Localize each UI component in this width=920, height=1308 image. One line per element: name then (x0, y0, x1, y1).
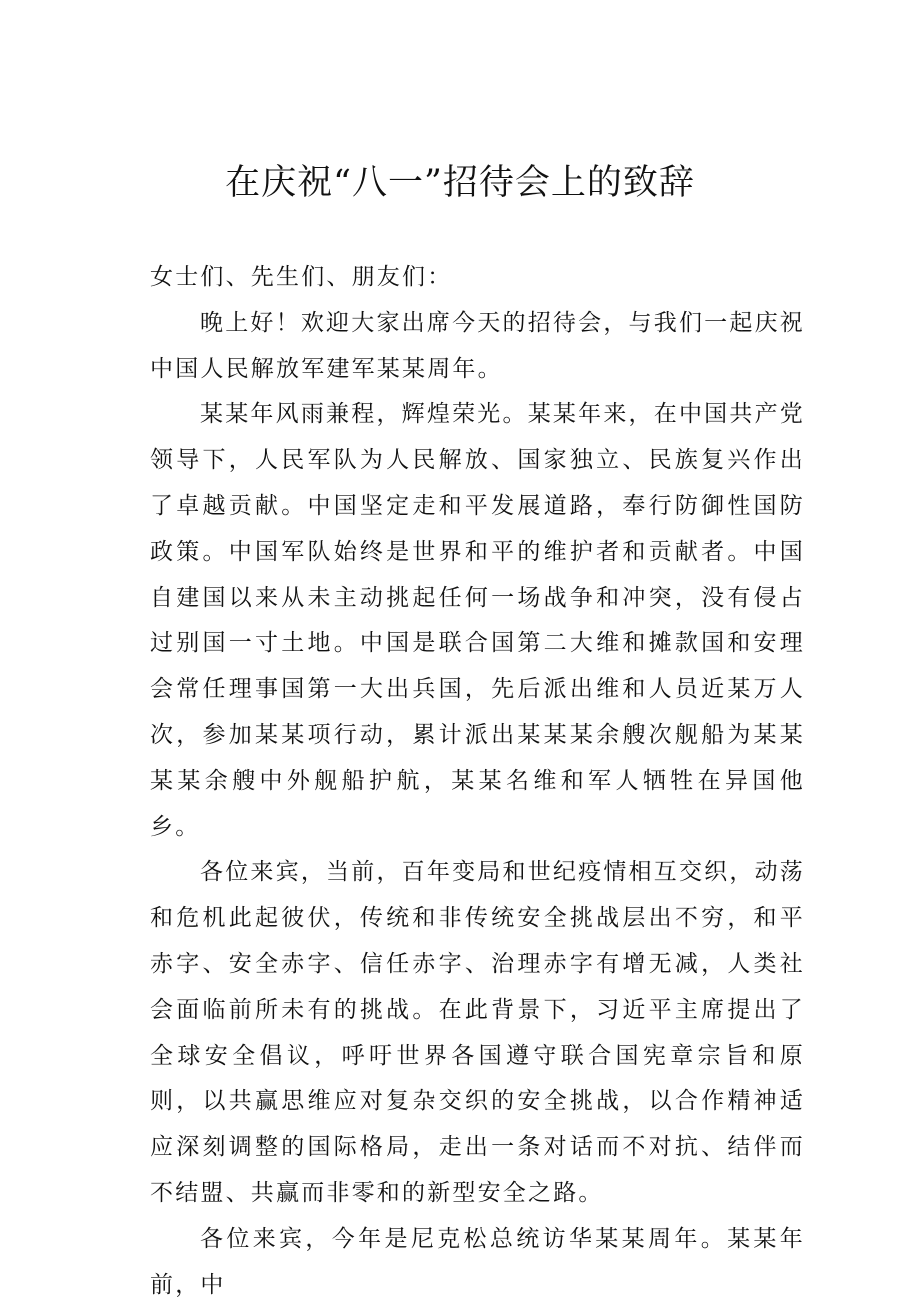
paragraph-nixon-visit: 各位来宾，今年是尼克松总统访华某某周年。某某年前，中 (150, 1225, 805, 1298)
paragraph-greeting: 晚上好！欢迎大家出席今天的招待会，与我们一起庆祝中国人民解放军建军某某周年。 (150, 309, 805, 382)
paragraph-security: 各位来宾，当前，百年变局和世纪疫情相互交织，动荡和危机此起彼伏，传统和非传统安全挑战层出不穷，和平赤字、安全赤字、信任赤字、治理赤字有增无减，人类社会面临前所未有的挑战。在此背景下，习近平主席提出了全球安全倡议，呼吁世界各国遵守联合国宪章宗旨和原则，以共赢思维应对复杂交织的安全挑战，以合作精神适应深刻调整的国际格局，走出一条对话而不对抗、结伴而不结盟、共赢而非零和的新型安全之路。 (150, 859, 805, 1206)
document-body (150, 255, 805, 1308)
document-title: 在庆祝“八一”招待会上的致辞 (225, 163, 695, 203)
paragraph-history: 某某年风雨兼程，辉煌荣光。某某年来，在中国共产党领导下，人民军队为人民解放、国家独立、民族复兴作出了卓越贡献。中国坚定走和平发展道路，奉行防御性国防政策。中国军队始终是世界和平的维护者和贡献者。中国自建国以来从未主动挑起任何一场战争和冲突，没有侵占过别国一寸土地。中国是联合国第二大维和摊款国和安理会常任理事国第一大出兵国，先后派出维和人员近某万人次，参加某某项行动，累计派出某某某余艘次舰船为某某某某余艘中外舰船护航，某某名维和军人牺牲在异国他乡。 (150, 401, 805, 840)
salutation: 女士们、先生们、朋友们： (150, 264, 453, 290)
